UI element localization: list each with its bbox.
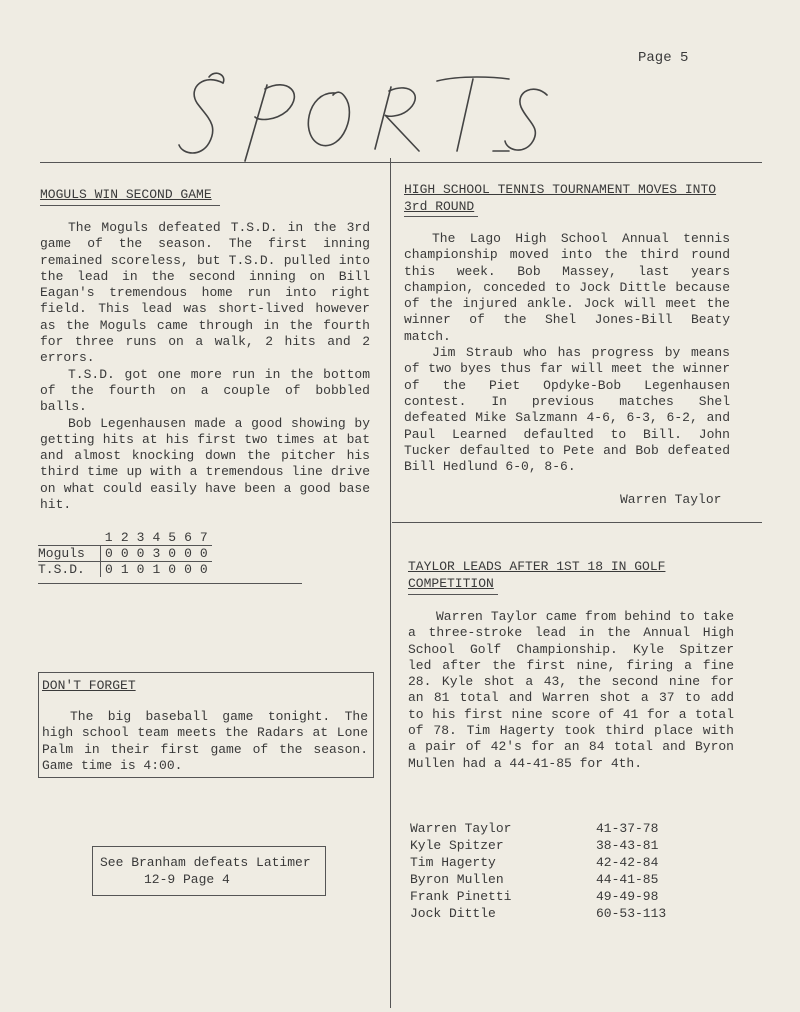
inning-label: 2	[120, 530, 129, 545]
golfer-name: Warren Taylor	[410, 821, 512, 836]
tennis-headline-line-1: HIGH SCHOOL TENNIS TOURNAMENT MOVES INTO	[404, 182, 717, 197]
run-cell: 0	[133, 562, 149, 578]
scoreboard-row-tsd	[38, 562, 212, 578]
run-cell: 1	[148, 562, 164, 578]
run-cell: 0	[196, 546, 212, 562]
run-cell: 3	[148, 546, 164, 562]
run-cell: 0	[180, 562, 196, 578]
crossref-line-2: 12-9 Page 4	[144, 872, 230, 887]
scoreboard-table	[38, 530, 212, 577]
scoreboard-row-moguls	[38, 546, 212, 562]
golf-result-row	[410, 854, 666, 871]
moguls-headline: MOGULS WIN SECOND GAME	[40, 187, 212, 202]
run-cell: 0	[180, 546, 196, 562]
scoreboard	[38, 530, 212, 577]
golf-headline-line-1: TAYLOR LEADS AFTER 1ST 18 IN GOLF	[408, 559, 666, 574]
inning-label: 7	[199, 530, 208, 545]
golf-result-row	[410, 820, 666, 837]
tennis-headline-line-2: 3rd ROUND	[404, 199, 475, 214]
moguls-headline-rule	[40, 205, 220, 206]
tennis-headline-rule	[404, 216, 478, 217]
golfer-name: Tim Hagerty	[410, 855, 496, 870]
golfer-name: Byron Mullen	[410, 872, 504, 887]
moguls-paragraph-1: The Moguls defeated T.S.D. in the 3rd game of the season. The first inning remained scoreless, but T.S.D. pulled into the lead in the second inning on Bill Eagan's tremendous home run into right field. This lead was short-lived however as the Moguls came through in the fourth for three runs on a walk, 2 hits and 2 errors.	[40, 220, 370, 366]
run-cell: 1	[117, 562, 133, 578]
team-name: Moguls	[38, 546, 101, 562]
golfer-score: 49-49-98	[596, 889, 659, 904]
run-cell: 0	[117, 546, 133, 562]
sports-masthead	[175, 65, 565, 165]
tennis-paragraph-1: The Lago High School Annual tennis championship moved into the third round this week. Bob Massey, last years champion, conceded to Jock Dittle because of the injured ankle. Jock will meet the winner of the Shel Jones-Bill Beaty match.	[404, 231, 730, 344]
run-cell: 0	[164, 546, 180, 562]
run-cell: 0	[101, 562, 117, 578]
golf-result-row	[410, 871, 666, 888]
run-cell: 0	[164, 562, 180, 578]
golfer-name: Kyle Spitzer	[410, 838, 504, 853]
golfer-name: Jock Dittle	[410, 906, 496, 921]
golfer-score: 41-37-78	[596, 821, 659, 836]
golfer-score: 42-42-84	[596, 855, 659, 870]
moguls-paragraph-3: Bob Legenhausen made a good showing by getting hits at his first two times at bat and almost knocking down the pitcher his third time up with a tremendous line drive on what could easily have been a good base hit.	[40, 415, 370, 513]
right-mid-rule	[392, 522, 762, 523]
tennis-article-body	[404, 231, 730, 475]
inning-label: 4	[152, 530, 161, 545]
scoreboard-header-row	[38, 530, 212, 546]
run-cell: 0	[101, 546, 117, 562]
golfer-score: 44-41-85	[596, 872, 659, 887]
crossref-line-1: See Branham defeats Latimer	[100, 855, 311, 870]
moguls-article-body	[40, 220, 370, 513]
run-cell: 0	[196, 562, 212, 578]
top-rule-right	[392, 162, 762, 163]
scoreboard-bottom-rule	[38, 583, 302, 584]
golf-paragraph-1: Warren Taylor came from behind to take a three-stroke lead in the Annual High School Golf Championship. Kyle Spitzer led after the first nine, firing a fine 28. Kyle shot a 43, the second nine for an 81 total and Warren shot a 37 to add to his first nine score of 41 for a total of 78. Tim Hagerty took third place with a pair of 42's for an 84 total and Byron Mullen had a 44-41-85 for 4th.	[408, 609, 734, 771]
golf-result-row	[410, 905, 666, 922]
inning-label: 1	[104, 530, 113, 545]
inning-label: 6	[184, 530, 192, 545]
page-number: Page 5	[638, 50, 689, 66]
golf-result-row	[410, 837, 666, 854]
top-rule-left	[40, 162, 392, 163]
golf-article-body	[408, 609, 734, 772]
golfer-score: 38-43-81	[596, 838, 659, 853]
golfer-name: Frank Pinetti	[410, 889, 512, 904]
golf-headline-rule	[408, 594, 498, 595]
inning-label: 3	[136, 530, 145, 545]
golf-result-row	[410, 888, 666, 905]
tennis-byline: Warren Taylor	[620, 492, 722, 507]
crossref-box	[92, 846, 326, 896]
column-divider	[390, 158, 391, 1008]
dont-forget-text	[42, 709, 368, 774]
team-name: T.S.D.	[38, 562, 101, 578]
dont-forget-paragraph: The big baseball game tonight. The high school team meets the Radars at Lone Palm in their first game of the season. Game time is 4:00.	[42, 709, 368, 773]
golfer-score: 60-53-113	[596, 906, 667, 921]
run-cell: 0	[133, 546, 149, 562]
inning-label: 5	[168, 530, 177, 545]
dont-forget-headline: DON'T FORGET	[42, 678, 136, 693]
golf-results	[410, 820, 666, 922]
tennis-paragraph-2: Jim Straub who has progress by means of two byes thus far will meet the winner of the Piet Opdyke-Bob Legenhausen contest. In previous matches Shel defeated Mike Salzmann 4-6, 6-3, 6-2, and Paul Learned defaulted to Bill. John Tucker defaulted to Pete and Bob defeated Bill Hedlund 6-0, 8-6.	[404, 345, 730, 475]
golf-headline-line-2: COMPETITION	[408, 576, 494, 591]
moguls-paragraph-2: T.S.D. got one more run in the bottom of the fourth on a couple of bobbled balls.	[40, 366, 370, 415]
